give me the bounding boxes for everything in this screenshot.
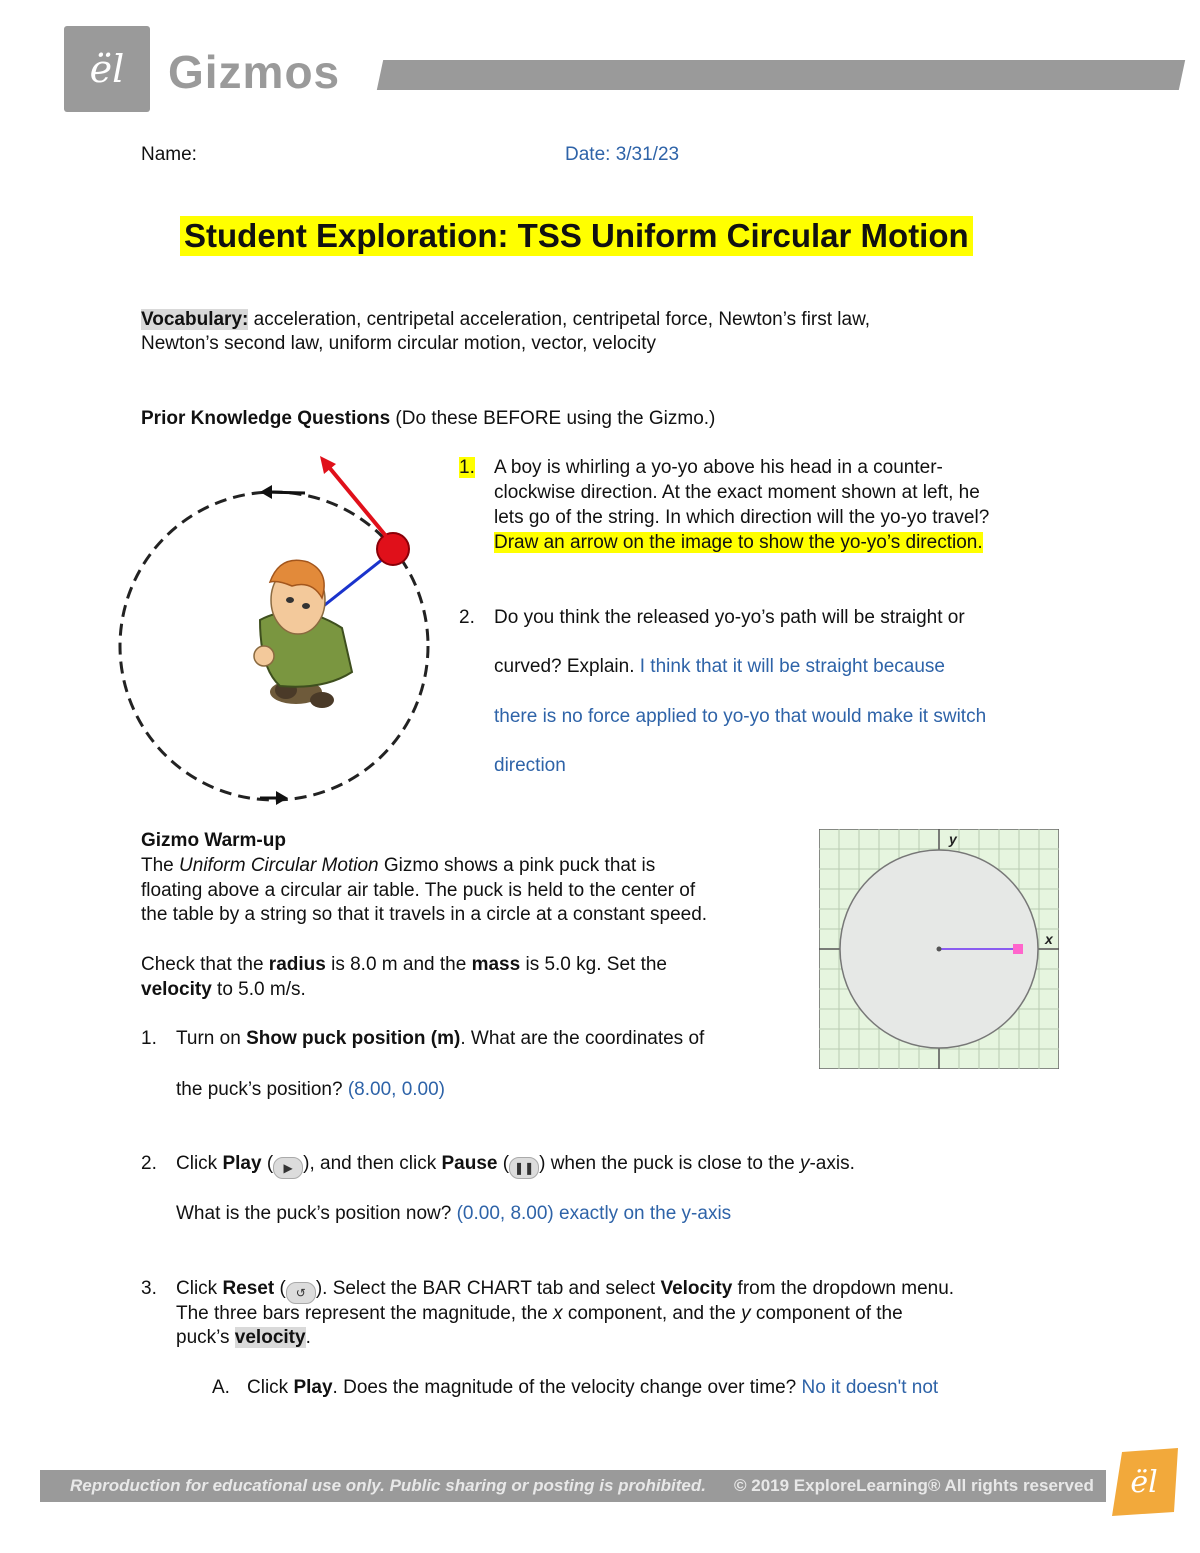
prior-q1-line-2: clockwise direction. At the exact moment shown at left, he [494, 482, 980, 503]
prior-knowledge-heading [141, 406, 715, 431]
warmup-q1-number: 1. [141, 1028, 157, 1049]
warmup-q3-number: 3. [141, 1278, 157, 1299]
warmup-heading: Gizmo Warm-up [141, 830, 286, 851]
warmup-q3a-text: Click Play. Does the magnitude of the velocity change over time? No it doesn't not [247, 1377, 939, 1398]
pause-icon: ❚❚ [509, 1157, 539, 1179]
warmup-q3-line-2: The three bars represent the magnitude, the x component, and the y component of the [176, 1303, 903, 1324]
yoyo-illustration[interactable] [110, 450, 440, 810]
yoyo-direction-answer-arrow [320, 456, 386, 536]
play-icon: ▶ [273, 1157, 303, 1179]
footer-logo-icon [1108, 1446, 1180, 1518]
prior-q2-line-2: curved? Explain. I think that it will be straight because [494, 656, 945, 677]
reset-icon: ↺ [286, 1282, 316, 1304]
warmup-p1-line-2: floating above a circular air table. The puck is held to the center of [141, 880, 696, 901]
name-label: Name: [141, 144, 197, 165]
bottom-direction-arrow [260, 791, 288, 805]
warmup-q3a-label: A. [212, 1377, 230, 1398]
warmup-q3a-answer: No it doesn't not [801, 1377, 939, 1398]
warmup-p2-line-2: velocity to 5.0 m/s. [141, 979, 306, 1000]
warmup-q2-answer: (0.00, 8.00) exactly on the y-axis [456, 1203, 732, 1224]
warmup-p2-line-1: Check that the radius is 8.0 m and the mass is 5.0 kg. Set the [141, 954, 667, 975]
warmup-q2-line-1: Click Play ( ▶ ), and then click Pause ( ❚❚ ) when the puck is close to the y-axis. [176, 1151, 855, 1179]
footer-copyright: © 2019 ExploreLearning® All rights reserved [734, 1476, 1094, 1495]
prior-q1-line-3: lets go of the string. In which direction will the yo-yo travel? [494, 507, 990, 528]
prior-q2-number: 2. [459, 607, 475, 628]
warmup-q1-answer: (8.00, 0.00) [347, 1079, 445, 1100]
prior-q2-answer-3: direction [494, 755, 566, 776]
warmup-q1-line-2: the puck’s position? (8.00, 0.00) [176, 1079, 445, 1100]
boy-figure [254, 560, 352, 708]
date-label: Date: 3/31/23 [565, 144, 680, 165]
warmup-p1-line-3: the table by a string so that it travels in a circle at a constant speed. [141, 904, 708, 925]
prior-q2-answer-1: I think that it will be straight because [639, 656, 945, 677]
prior-heading-note: (Do these BEFORE using the Gizmo.) [390, 408, 716, 429]
warmup-p1-line-1: The Uniform Circular Motion Gizmo shows a pink puck that is [141, 855, 656, 876]
page-title: Student Exploration: TSS Uniform Circular Motion [180, 216, 973, 256]
pink-puck [1013, 944, 1023, 954]
header-bar [377, 60, 1185, 90]
svg-text:ël: ël [1130, 1465, 1158, 1500]
yoyo-ball [377, 533, 409, 565]
prior-heading-bold: Prior Knowledge Questions [141, 408, 391, 429]
warmup-q1-line-1: Turn on Show puck position (m). What are the coordinates of [176, 1028, 705, 1049]
vocabulary-line-1 [141, 307, 1041, 332]
warmup-q3-line-3: puck’s velocity. [176, 1327, 311, 1348]
prior-q1-number: 1. [459, 457, 475, 478]
vocabulary-label: Vocabulary: [141, 309, 249, 330]
y-axis-label: y [949, 831, 957, 847]
prior-q2-line-1: Do you think the released yo-yo’s path will be straight or [494, 607, 965, 628]
table-center [937, 947, 942, 952]
vocabulary-line-2: Newton’s second law, uniform circular motion, vector, velocity [141, 333, 656, 354]
warmup-q3-line-1: Click Reset ( ↺ ). Select the BAR CHART tab and select Velocity from the dropdown menu. [176, 1276, 954, 1304]
vocabulary-terms-1: acceleration, centripetal acceleration, centripetal force, Newton’s first law, [248, 309, 871, 330]
prior-q1-instruction: Draw an arrow on the image to show the yo-yo’s direction. [494, 532, 983, 553]
warmup-q2-number: 2. [141, 1153, 157, 1174]
brand-name: Gizmos [168, 46, 341, 98]
explorelearning-logo: ël [89, 47, 125, 91]
prior-q2-answer-2: there is no force applied to yo-yo that would make it switch [494, 706, 987, 727]
top-direction-arrow [260, 485, 305, 499]
footer-disclaimer: Reproduction for educational use only. Public sharing or posting is prohibited. [70, 1476, 706, 1495]
warmup-q2-line-2: What is the puck’s position now? (0.00, 8.00) exactly on the y-axis [176, 1203, 732, 1224]
gizmo-air-table-diagram[interactable] [819, 829, 1059, 1069]
prior-q1-line-1: A boy is whirling a yo-yo above his head in a counter- [494, 457, 943, 478]
x-axis-label: x [1045, 931, 1053, 947]
